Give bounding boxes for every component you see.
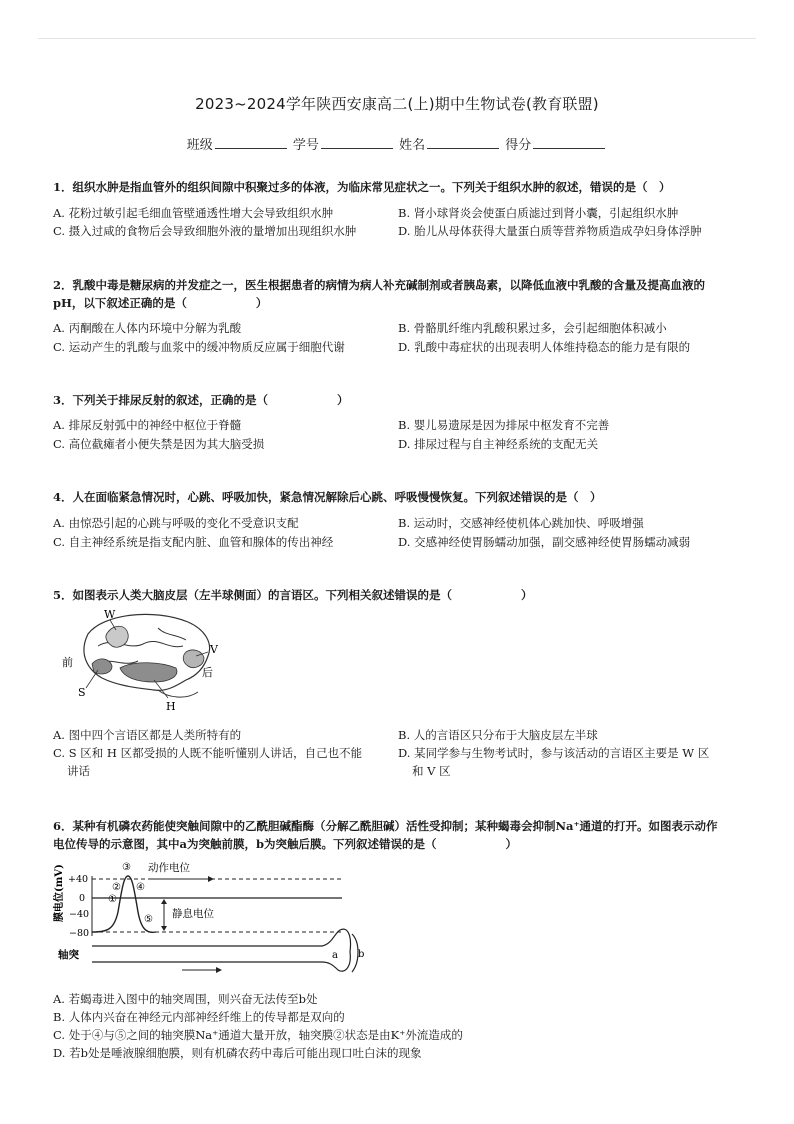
y-axis-label: 膜电位(mV) bbox=[54, 864, 65, 922]
question-5-option-d-line-2: 和 V 区 bbox=[412, 764, 451, 778]
point-1-label: ① bbox=[108, 894, 117, 905]
question-3-option-b: B. 婴儿易遗尿是因为排尿中枢发育不完善 bbox=[398, 418, 610, 432]
question-2-stem-line-2: pH，以下叙述正确的是（ ） bbox=[53, 296, 268, 310]
question-1-stem: 1．组织水肿是指血管外的组织间隙中积聚过多的体液，为临床常见症状之一。下列关于组织水肿的叙述，错误的是（ ） bbox=[53, 180, 671, 194]
question-2-option-a: A. 丙酮酸在人体内环境中分解为乳酸 bbox=[53, 321, 242, 335]
question-5-option-b: B. 人的言语区只分布于大脑皮层左半球 bbox=[398, 728, 598, 742]
question-1-option-c: C. 摄入过咸的食物后会导致细胞外液的量增加出现组织水肿 bbox=[53, 224, 357, 238]
point-5-label: ⑤ bbox=[144, 914, 153, 925]
question-4-option-b: B. 运动时，交感神经使机体心跳加快、呼吸增强 bbox=[398, 516, 644, 530]
question-5-stem: 5．如图表示人类大脑皮层（左半球侧面）的言语区。下列相关叙述错误的是（ ） bbox=[53, 588, 533, 602]
question-6-option-c: C. 处于④与⑤之间的轴突膜Na⁺通道大量开放，轴突膜②状态是由K⁺外流造成的 bbox=[53, 1028, 463, 1042]
student-id-blank[interactable] bbox=[321, 136, 393, 149]
question-4-option-a: A. 由惊恐引起的心跳与呼吸的变化不受意识支配 bbox=[53, 516, 299, 530]
name-blank[interactable] bbox=[427, 136, 499, 149]
question-1-option-a: A. 花粉过敏引起毛细血管壁通透性增大会导致组织水肿 bbox=[53, 206, 334, 220]
question-5-option-c-line-2: 讲话 bbox=[67, 764, 90, 778]
question-3-option-c: C. 高位截瘫者小便失禁是因为其大脑受损 bbox=[53, 437, 265, 451]
score-label: 得分 bbox=[505, 138, 532, 153]
tick-0: 0 bbox=[79, 893, 86, 904]
h-label: H bbox=[166, 700, 176, 713]
label-a: a bbox=[332, 950, 338, 961]
v-label: V bbox=[210, 643, 218, 656]
question-6-stem-line-2: 电位传导的示意图，其中a为突触前膜，b为突触后膜。下列叙述错误的是（ ） bbox=[53, 837, 517, 851]
tick-plus40: +40 bbox=[68, 874, 89, 885]
cerebellum bbox=[158, 690, 198, 697]
resting-potential-label: 静息电位 bbox=[172, 908, 214, 920]
page-top-rule bbox=[38, 38, 756, 39]
question-4-option-d: D. 交感神经使胃肠蠕动加强，副交感神经使胃肠蠕动减弱 bbox=[398, 535, 691, 549]
v-area bbox=[183, 650, 204, 668]
question-4-stem: 4．人在面临紧急情况时，心跳、呼吸加快，紧急情况解除后心跳、呼吸慢慢恢复。下列叙述错误的是（ ） bbox=[53, 490, 602, 504]
question-5-option-d bbox=[398, 744, 752, 780]
axon-label: 轴突 bbox=[58, 949, 79, 961]
s-area bbox=[92, 659, 112, 674]
brain-language-areas-figure bbox=[58, 606, 228, 716]
axon-outline bbox=[92, 929, 351, 971]
question-6-option-b: B. 人体内兴奋在神经元内部神经纤维上的传导都是双向的 bbox=[53, 1010, 345, 1024]
student-id-label: 学号 bbox=[292, 138, 319, 153]
question-5-option-c-line-1: C. S 区和 H 区都受损的人既不能听懂别人讲话，自己也不能 bbox=[53, 746, 363, 760]
question-6-option-a: A. 若蝎毒进入图中的轴突周围，则兴奋无法传至b处 bbox=[53, 992, 318, 1006]
student-info-line bbox=[0, 134, 794, 153]
s-label: S bbox=[78, 686, 86, 699]
question-1-option-b: B. 肾小球肾炎会使蛋白质滤过到肾小囊，引起组织水肿 bbox=[398, 206, 679, 220]
question-3-stem: 3．下列关于排尿反射的叙述，正确的是（ ） bbox=[53, 393, 349, 407]
question-2-stem bbox=[53, 276, 743, 312]
question-2-option-c: C. 运动产生的乳酸与血浆中的缓冲物质反应属于细胞代谢 bbox=[53, 340, 345, 354]
action-arrowhead bbox=[208, 876, 214, 882]
name-label: 姓名 bbox=[399, 138, 426, 153]
exam-title: 2023~2024学年陕西安康高二(上)期中生物试卷(教育联盟) bbox=[195, 95, 599, 113]
question-5-option-c bbox=[53, 744, 397, 780]
class-label: 班级 bbox=[186, 138, 213, 153]
question-5-option-a: A. 图中四个言语区都是人类所特有的 bbox=[53, 728, 242, 742]
label-b: b bbox=[358, 949, 365, 960]
back-label: 后 bbox=[202, 666, 213, 679]
question-5-option-d-line-1: D. 某同学参与生物考试时，参与该活动的言语区主要是 W 区 bbox=[398, 746, 710, 760]
tick-minus40: −40 bbox=[69, 909, 90, 920]
question-6-option-d: D. 若b处是唾液腺细胞膜，则有机磷农药中毒后可能出现口吐白沫的现象 bbox=[53, 1046, 422, 1060]
point-4-label: ④ bbox=[136, 882, 145, 893]
point-3-label: ③ bbox=[122, 862, 131, 873]
question-1-option-d: D. 胎儿从母体获得大量蛋白质等营养物质造成孕妇身体浮肿 bbox=[398, 224, 702, 238]
conduction-arrowhead bbox=[216, 967, 222, 973]
question-3-option-d: D. 排尿过程与自主神经系统的支配无关 bbox=[398, 437, 599, 451]
s-pointer bbox=[86, 670, 98, 688]
question-6-stem bbox=[53, 817, 743, 853]
action-potential-label: 动作电位 bbox=[148, 862, 190, 874]
front-label: 前 bbox=[62, 656, 73, 669]
question-2-stem-line-1: 2．乳酸中毒是糖尿病的并发症之一，医生根据患者的病情为病人补充碱制剂或者胰岛素，以降低血液中乳酸的含量及提高血液的 bbox=[53, 278, 705, 292]
question-2-option-d: D. 乳酸中毒症状的出现表明人体维持稳态的能力是有限的 bbox=[398, 340, 691, 354]
question-3-option-a: A. 排尿反射弧中的神经中枢位于脊髓 bbox=[53, 418, 242, 432]
question-6-stem-line-1: 6．某种有机磷农药能使突触间隙中的乙酰胆碱酯酶（分解乙酰胆碱）活性受抑制；某种蝎毒会抑制Na⁺通道的打开。如图表示动作 bbox=[53, 819, 718, 833]
score-blank[interactable] bbox=[533, 136, 605, 149]
point-2-label: ② bbox=[112, 882, 121, 893]
question-4-option-c: C. 自主神经系统是指支配内脏、血管和腺体的传出神经 bbox=[53, 535, 334, 549]
w-label: W bbox=[104, 608, 116, 621]
class-blank[interactable] bbox=[215, 136, 287, 149]
question-2-option-b: B. 骨骼肌纤维内乳酸积累过多，会引起细胞体积减小 bbox=[398, 321, 667, 335]
tick-minus80: −80 bbox=[69, 928, 90, 939]
action-potential-figure bbox=[52, 858, 372, 980]
